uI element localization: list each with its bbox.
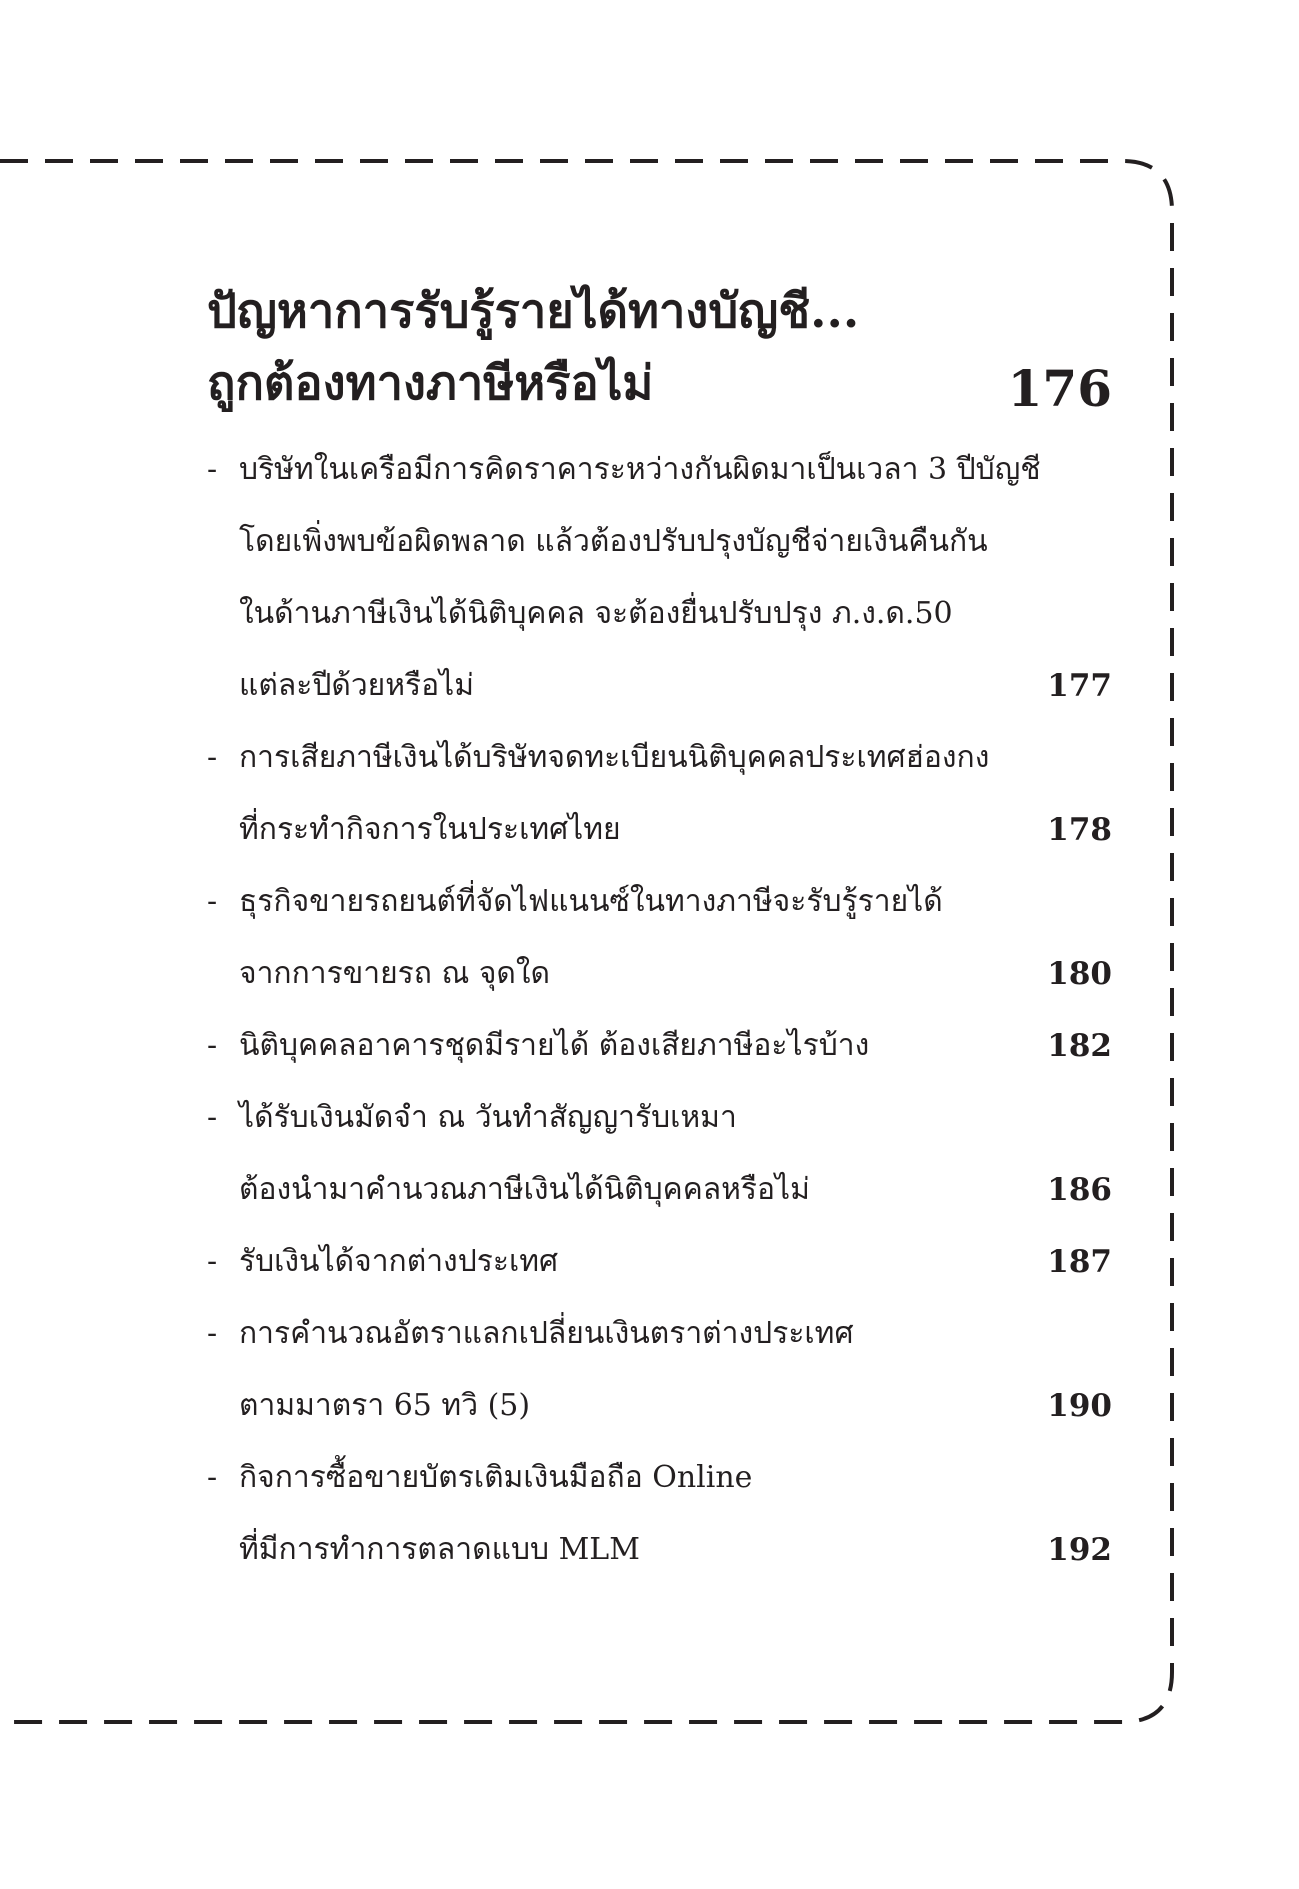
entry-text: โดยเพิ่งพบข้อผิดพลาด แล้วต้องปรับปรุงบัญชีจ่ายเงินคืนกัน <box>239 524 988 559</box>
entry-text: การคำนวณอัตราแลกเปลี่ยนเงินตราต่างประเทศ <box>239 1316 854 1351</box>
toc-entry <box>207 949 1112 999</box>
entry-dash: - <box>207 1316 218 1351</box>
toc-entry <box>207 517 1112 567</box>
entry-page: 180 <box>1047 956 1112 992</box>
entry-text: ที่มีการทำการตลาดแบบ MLM <box>239 1532 640 1567</box>
entry-text: นิติบุคคลอาคารชุดมีรายได้ ต้องเสียภาษีอะไรบ้าง <box>239 1028 870 1063</box>
entry-text: ที่กระทำกิจการในประเทศไทย <box>239 812 621 847</box>
entry-dash: - <box>207 1100 218 1135</box>
entry-dash: - <box>207 1028 218 1063</box>
entry-text: บริษัทในเครือมีการคิดราคาระหว่างกันผิดมาเป็นเวลา 3 ปีบัญชี <box>239 452 1041 487</box>
entry-dash: - <box>207 1460 218 1495</box>
entry-text: กิจการซื้อขายบัตรเติมเงินมือถือ Online <box>239 1460 753 1495</box>
entry-dash: - <box>207 740 218 775</box>
toc-entry <box>207 589 1112 639</box>
section-title-line2: ถูกต้องทางภาษีหรือไม่ <box>207 356 654 411</box>
entry-page: 182 <box>1047 1028 1112 1064</box>
toc-entry <box>207 733 1112 783</box>
entry-page: 190 <box>1047 1388 1112 1424</box>
entry-page: 178 <box>1047 812 1112 848</box>
entry-text: การเสียภาษีเงินได้บริษัทจดทะเบียนนิติบุคคลประเทศฮ่องกง <box>239 740 990 775</box>
toc-entry <box>207 1165 1112 1215</box>
toc-entry <box>207 1093 1112 1143</box>
entry-page: 187 <box>1047 1244 1112 1280</box>
toc-entry <box>207 445 1112 495</box>
toc-entry <box>207 877 1112 927</box>
section-title-line1: ปัญหาการรับรู้รายได้ทางบัญชี... <box>207 284 860 339</box>
entry-text: ตามมาตรา 65 ทวิ (5) <box>239 1388 531 1423</box>
entry-dash: - <box>207 884 218 919</box>
toc-entry <box>207 1237 1112 1287</box>
entry-text: จากการขายรถ ณ จุดใด <box>239 956 551 991</box>
entry-text: แต่ละปีด้วยหรือไม่ <box>239 668 475 703</box>
entry-dash: - <box>207 452 218 487</box>
toc-entry <box>207 1525 1112 1575</box>
entry-page: 177 <box>1047 668 1112 704</box>
toc-entry <box>207 1453 1112 1503</box>
entry-text: ในด้านภาษีเงินได้นิติบุคคล จะต้องยื่นปรับปรุง ภ.ง.ด.50 <box>239 596 953 631</box>
section-page-number: 176 <box>1007 359 1112 418</box>
toc-entry <box>207 1309 1112 1359</box>
entry-text: ธุรกิจขายรถยนต์ที่จัดไฟแนนซ์ในทางภาษีจะรับรู้รายได้ <box>239 884 943 919</box>
entry-text: ต้องนำมาคำนวณภาษีเงินได้นิติบุคคลหรือไม่ <box>239 1172 810 1207</box>
toc-entry <box>207 805 1112 855</box>
entry-page: 186 <box>1047 1172 1112 1208</box>
entry-text: ได้รับเงินมัดจำ ณ วันทำสัญญารับเหมา <box>239 1100 737 1135</box>
entry-text: รับเงินได้จากต่างประเทศ <box>239 1244 559 1279</box>
entry-dash: - <box>207 1244 218 1279</box>
toc-entry <box>207 1021 1112 1071</box>
toc-entry <box>207 661 1112 711</box>
entry-page: 192 <box>1047 1532 1112 1568</box>
toc-entry <box>207 1381 1112 1431</box>
